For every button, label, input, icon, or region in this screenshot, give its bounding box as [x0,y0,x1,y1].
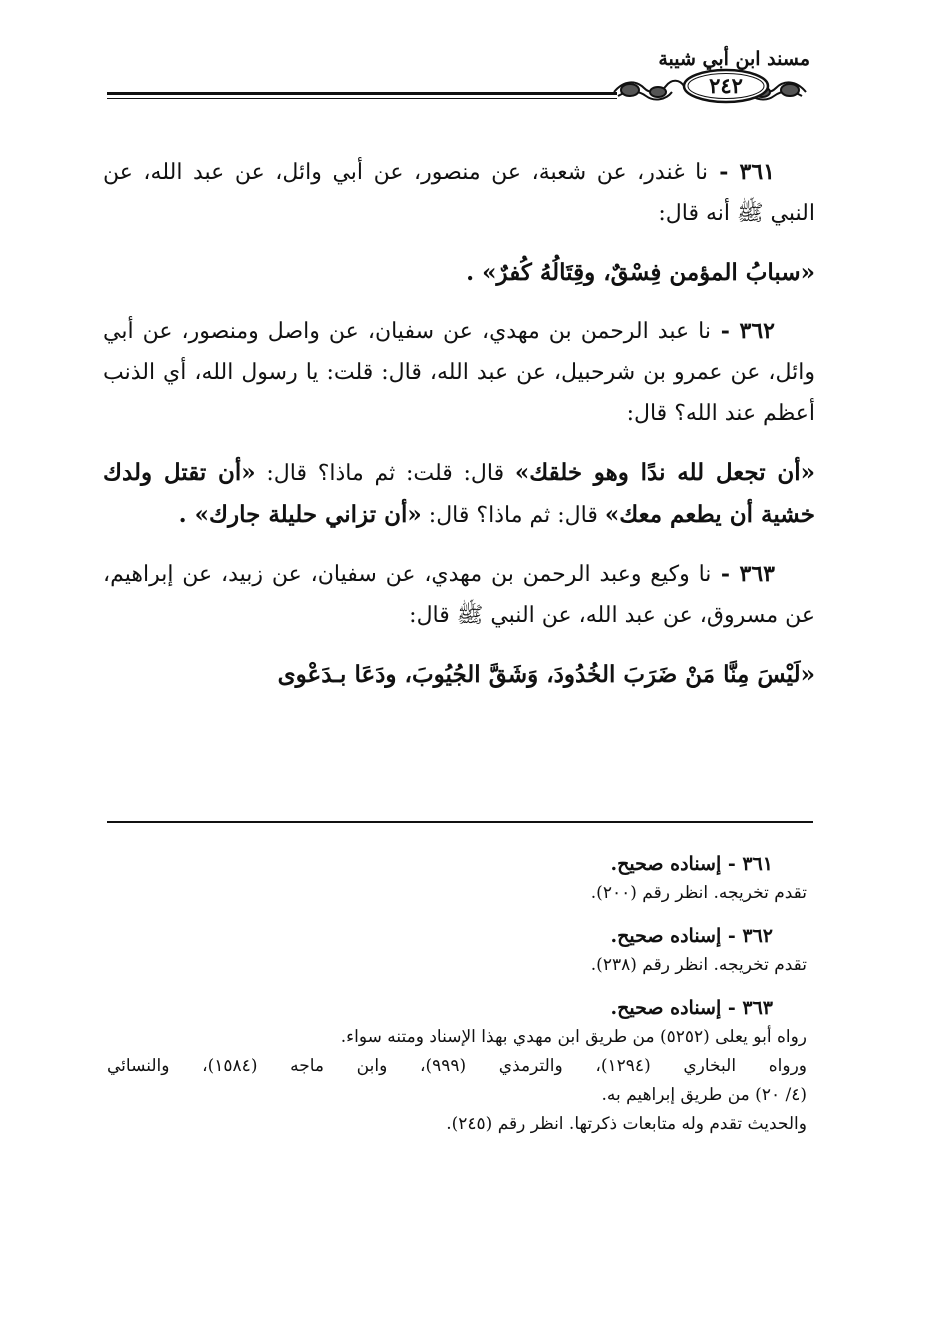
hadith-361: ٣٦١ - نا غندر، عن شعبة، عن منصور، عن أبي وائل، عن عبد الله، عن النبي ﷺ أنه قال: [103,159,815,226]
narration-text: قال: ثم ماذا؟ قال: [421,503,605,528]
hadith-isnad: نا عبد الرحمن بن مهدي، عن سفيان، عن واصل ومنصور، عن أبي وائل، عن عمرو بن شرحبيل، عن عبد الله، قال: قلت: يا رسول الله، أي الذنب أعظم عند الله؟ قال: [103,319,815,426]
hadith-isnad: نا غندر، عن شعبة، عن منصور، عن أبي وائل، عن عبد الله، عن النبي ﷺ أنه قال: [103,160,815,226]
footnote-heading: ٣٦١ - إسناده صحيح. [610,853,773,875]
narration-text: قال: قلت: ثم ماذا؟ قال: [255,461,515,486]
footnote-362 [107,922,807,980]
footnote-line: ورواه البخاري (١٢٩٤)، والترمذي (٩٩٩)، وابن ماجه (١٥٨٤)، والنسائي [107,1056,807,1076]
matn-part: «أن تزاني حليلة جارك» . [178,501,422,528]
footnote-line: والحديث تقدم وله متابعات ذكرتها. انظر رقم (٢٤٥). [446,1114,807,1134]
matn-part: «أن تقتل ولدك خشية أن يطعم معك» [103,459,815,528]
footnote-line: رواه أبو يعلى (٥٢٥٢) من طريق ابن مهدي بهذا الإسناد ومتنه سواء. [340,1027,807,1047]
book-title: مسند ابن أبي شيبة [658,48,810,70]
footnote-heading: ٣٦٣ - إسناده صحيح. [610,997,773,1019]
footnote-line: (٤/ ٢٠) من طريق إبراهيم به. [601,1085,807,1105]
hadith-number: ٣٦٢ [739,318,775,344]
hadith-362: ٣٦٢ - نا عبد الرحمن بن مهدي، عن سفيان، عن واصل ومنصور، عن أبي وائل، عن عمرو بن شرحبيل، عن عبد الله، قال: قلت: يا رسول الله، أي الذنب أعظم عند الله؟ قال: [103,318,815,426]
footnote-line: تقدم تخريجه. انظر رقم (٢٠٠). [590,883,807,903]
header-rule-thin [107,98,617,99]
footnote-separator [107,821,813,823]
footnote-361 [107,850,807,908]
hadith-number: ٣٦١ [739,159,775,185]
footnote-363 [107,994,807,1139]
main-text [103,152,815,713]
footnote-line: تقدم تخريجه. انظر رقم (٢٣٨). [590,955,807,975]
hadith-matn-362 [103,452,815,536]
hadith-363: ٣٦٣ - نا وكيع وعبد الرحمن بن مهدي، عن سفيان، عن زبيد، عن إبراهيم، عن مسروق، عن عبد الله، عن النبي ﷺ قال: [103,561,815,628]
hadith-number: ٣٦٣ [739,561,775,587]
footnotes [107,850,807,1153]
hadith-matn-361: «سبابُ المؤمن فِسْقٌ، وقِتَالُهُ كُفرٌ» . [466,259,815,286]
hadith-matn-363: «لَيْسَ مِنَّا مَنْ ضَرَبَ الخُدُودَ، وَشَقَّ الجُيُوبَ، ودَعَا بـدَعْوى [277,661,815,688]
hadith-isnad: نا وكيع وعبد الرحمن بن مهدي، عن سفيان، عن زبيد، عن إبراهيم، عن مسروق، عن عبد الله، عن النبي ﷺ قال: [103,562,815,628]
page-number: ٢٤٢ [709,73,743,98]
header-rule-thick [107,92,617,95]
footnote-heading: ٣٦٢ - إسناده صحيح. [610,925,773,947]
matn-part: «أن تجعل لله ندًا وهو خلقك» [514,459,816,486]
